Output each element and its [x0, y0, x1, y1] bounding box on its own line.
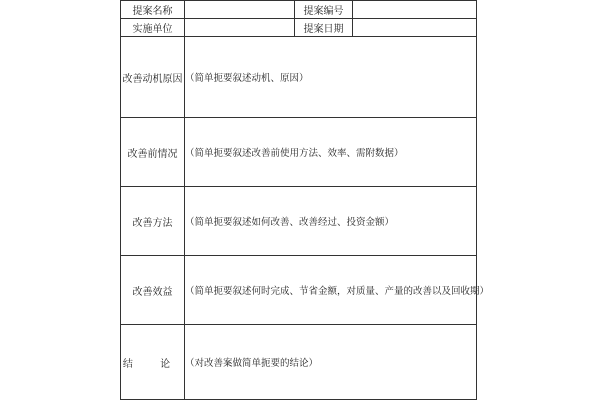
- motivation-field[interactable]: [185, 37, 477, 118]
- proposal-date-label: 提案日期: [295, 19, 353, 37]
- improvement-benefit-field[interactable]: [185, 256, 490, 325]
- improvement-method-hint: （简单扼要叙述如何改善、改善经过、投资金额）: [185, 217, 395, 228]
- proposal-number-field[interactable]: [353, 1, 477, 19]
- motivation-hint: （简单扼要叙述动机、原因）: [185, 73, 309, 84]
- section-row-benefit: [121, 256, 477, 325]
- improvement-benefit-hint: （简单扼要叙述何时完成、节省金额，对质量、产量的改善以及回收期）: [185, 286, 490, 297]
- conclusion-hint: （对改善案做简单扼要的结论）: [185, 358, 319, 369]
- proposal-name-field[interactable]: [185, 1, 295, 19]
- proposal-date-field[interactable]: [353, 19, 477, 37]
- improvement-benefit-label: 改善效益: [121, 256, 185, 325]
- proposal-name-label: 提案名称: [121, 1, 185, 19]
- conclusion-label: 结 论: [121, 325, 185, 400]
- before-situation-hint: （简单扼要叙述改善前使用方法、效率、需附数据）: [185, 148, 404, 159]
- motivation-label: 改善动机原因: [121, 37, 185, 118]
- implementing-unit-label: 实施单位: [121, 19, 185, 37]
- improvement-method-label: 改善方法: [121, 187, 185, 256]
- conclusion-field[interactable]: [185, 325, 477, 400]
- section-row-before: [121, 118, 477, 187]
- before-situation-field[interactable]: [185, 118, 477, 187]
- section-row-method: [121, 187, 477, 256]
- proposal-number-label: 提案编号: [295, 1, 353, 19]
- section-row-motivation: [121, 37, 477, 118]
- improvement-method-field[interactable]: [185, 187, 477, 256]
- improvement-proposal-form: [120, 0, 490, 400]
- implementing-unit-field[interactable]: [185, 19, 295, 37]
- header-row-2: [121, 19, 477, 37]
- before-situation-label: 改善前情况: [121, 118, 185, 187]
- section-row-conclusion: [121, 325, 477, 400]
- header-row-1: [121, 1, 477, 19]
